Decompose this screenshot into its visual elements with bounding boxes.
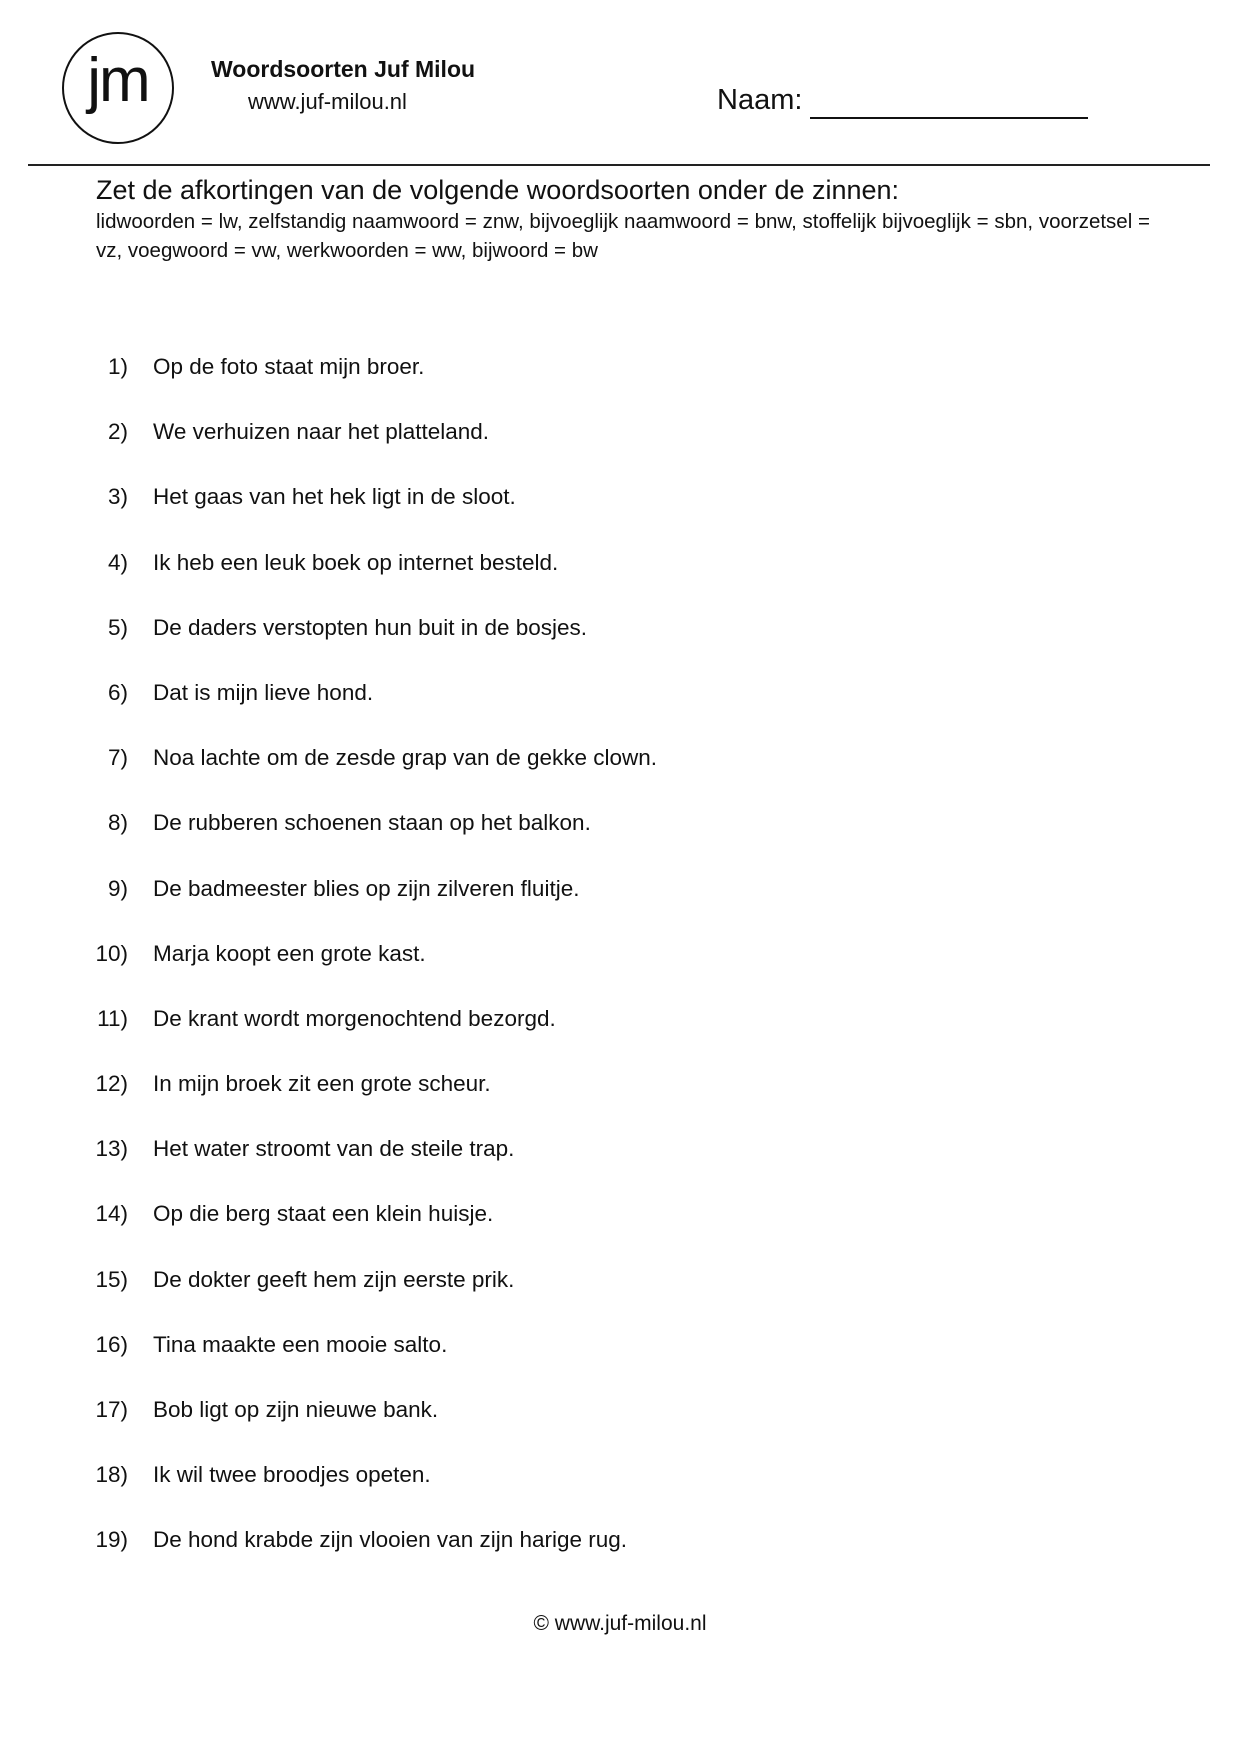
sentence-number: 13) bbox=[95, 1136, 128, 1162]
sentence-number: 7) bbox=[107, 745, 128, 771]
sentence-item bbox=[0, 1265, 1240, 1330]
sentence-number: 11) bbox=[97, 1005, 128, 1031]
sentence-text: Op de foto staat mijn broer. bbox=[153, 354, 425, 379]
sentence-item bbox=[0, 1004, 1240, 1069]
sentence-number: 19) bbox=[95, 1527, 128, 1553]
sentence-item bbox=[0, 548, 1240, 613]
sentence-item bbox=[0, 1395, 1240, 1460]
sentence-item bbox=[0, 1460, 1240, 1525]
sentence-text: De krant wordt morgenochtend bezorgd. bbox=[153, 1005, 556, 1031]
sentence-number: 8) bbox=[107, 810, 128, 836]
instructions-heading: Zet de afkortingen van de volgende woordsoorten onder de zinnen: bbox=[96, 175, 900, 205]
sentence-text: In mijn broek zit een grote scheur. bbox=[153, 1071, 491, 1097]
sentence-item bbox=[0, 1525, 1240, 1590]
sentence-item bbox=[0, 1134, 1240, 1199]
sentence-text: De hond krabde zijn vlooien van zijn harige rug. bbox=[153, 1527, 628, 1553]
header-url: www.juf-milou.nl bbox=[248, 89, 407, 114]
sentence-item bbox=[0, 482, 1240, 547]
sentence-text: De badmeester blies op zijn zilveren fluitje. bbox=[153, 875, 580, 901]
sentence-item bbox=[0, 1199, 1240, 1264]
sentence-number: 14) bbox=[95, 1201, 128, 1227]
sentence-text: Noa lachte om de zesde grap van de gekke clown. bbox=[153, 745, 658, 771]
sentence-item bbox=[0, 743, 1240, 808]
sentence-number: 15) bbox=[95, 1266, 128, 1292]
sentence-text: De dokter geeft hem zijn eerste prik. bbox=[153, 1266, 515, 1292]
sentence-number: 4) bbox=[107, 549, 128, 575]
sentence-number: 10) bbox=[95, 940, 128, 966]
sentence-item bbox=[0, 874, 1240, 939]
name-answer-line bbox=[810, 117, 1088, 119]
sentence-text: Ik heb een leuk boek op internet besteld. bbox=[153, 549, 559, 575]
sentence-number: 18) bbox=[95, 1462, 128, 1488]
sentence-text: Dat is mijn lieve hond. bbox=[153, 679, 374, 705]
sentence-item bbox=[0, 1330, 1240, 1395]
sentence-text: De rubberen schoenen staan op het balkon. bbox=[153, 810, 591, 836]
sentence-text: Het gaas van het hek ligt in de sloot. bbox=[153, 484, 516, 510]
sentence-number: 16) bbox=[95, 1331, 128, 1357]
sentence-text: Het water stroomt van de steile trap. bbox=[153, 1136, 515, 1162]
sentence-item bbox=[0, 613, 1240, 678]
sentence-text: We verhuizen naar het platteland. bbox=[153, 419, 490, 445]
sentence-item bbox=[0, 417, 1240, 482]
sentence-number: 2) bbox=[107, 419, 128, 445]
footer-copyright: © www.juf-milou.nl bbox=[533, 1612, 707, 1635]
sentence-text: Tina maakte een mooie salto. bbox=[153, 1331, 448, 1357]
sentence-number: 6) bbox=[107, 679, 128, 705]
sentence-number: 9) bbox=[107, 875, 128, 901]
sentence-number: 3) bbox=[107, 484, 128, 510]
sentence-number: 5) bbox=[107, 614, 128, 640]
sentence-text: De daders verstopten hun buit in de bosjes. bbox=[153, 614, 588, 640]
worksheet-title: Woordsoorten Juf Milou bbox=[211, 56, 476, 82]
sentence-item bbox=[0, 1069, 1240, 1134]
sentence-number: 1) bbox=[107, 354, 128, 379]
abbreviation-legend: lidwoorden = lw, zelfstandig naamwoord = znw, bijvoeglijk naamwoord = bnw, stoffelijk bijvoeglijk = sbn, voorzetsel = vz, voegwoord = vw, werkwoorden = ww, bijwoord = bw bbox=[96, 210, 1150, 262]
sentence-item bbox=[0, 352, 1240, 417]
header-divider bbox=[28, 164, 1210, 166]
sentence-text: Ik wil twee broodjes opeten. bbox=[153, 1462, 431, 1488]
instructions bbox=[96, 173, 1150, 265]
sentence-number: 12) bbox=[95, 1071, 128, 1097]
sentence-item bbox=[0, 939, 1240, 1004]
logo-text: jm bbox=[87, 46, 149, 115]
sentence-text: Marja koopt een grote kast. bbox=[153, 940, 426, 966]
sentence-text: Bob ligt op zijn nieuwe bank. bbox=[153, 1397, 439, 1422]
name-label: Naam: bbox=[717, 84, 803, 116]
jm-logo bbox=[62, 32, 174, 144]
sentence-text: Op die berg staat een klein huisje. bbox=[153, 1201, 494, 1227]
sentence-item bbox=[0, 678, 1240, 743]
sentence-item bbox=[0, 808, 1240, 873]
sentence-number: 17) bbox=[95, 1397, 128, 1422]
sentence-list bbox=[0, 352, 1240, 1591]
